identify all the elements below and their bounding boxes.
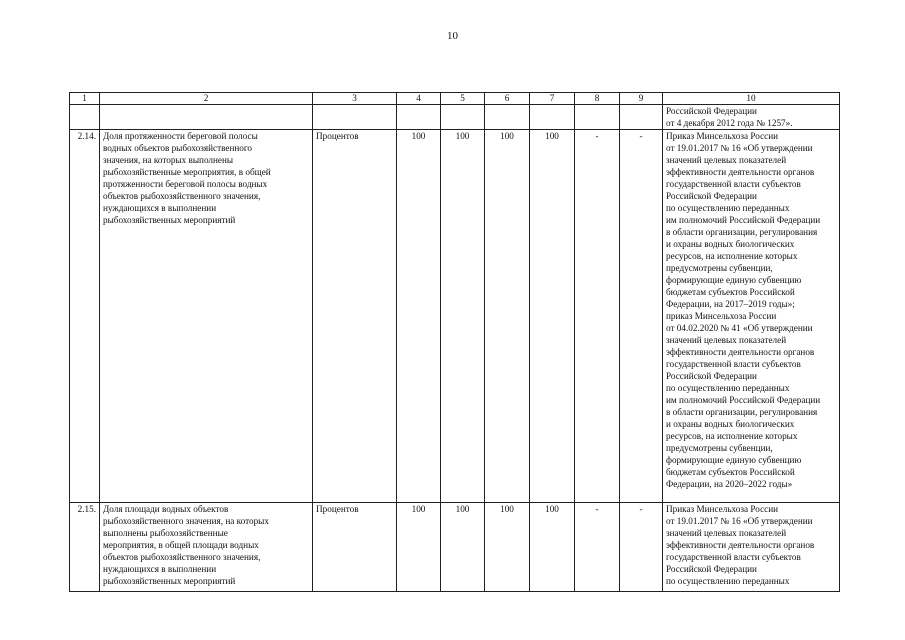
text-line: Федерации, на 2020–2022 годы» — [666, 479, 793, 489]
value-cell: 100 — [530, 503, 575, 592]
header-cell: 5 — [441, 93, 485, 105]
text-line: Российской Федерации — [666, 564, 757, 574]
text-line: в области организации, регулирования — [666, 407, 818, 417]
header-cell: 7 — [530, 93, 575, 105]
text-line: государственной власти субъектов — [666, 359, 801, 369]
header-cell: 6 — [485, 93, 530, 105]
indicators-table — [69, 92, 840, 592]
text-line: объектов рыбохозяйственного значения, — [103, 191, 261, 201]
text-line: им полномочий Российской Федерации — [666, 215, 821, 225]
text-line: от 4 декабря 2012 года № 1257». — [666, 118, 793, 128]
text-line: эффективности деятельности органов — [666, 540, 815, 550]
page-number: 10 — [447, 30, 458, 42]
text-line: рыбохозяйственных мероприятий — [103, 215, 236, 225]
text-line: бюджетам субъектов Российской — [666, 287, 795, 297]
value-cell: - — [620, 130, 663, 503]
text-line: значений целевых показателей — [666, 335, 787, 345]
value-cell: - — [575, 130, 620, 503]
text-line: по осуществлению переданных — [666, 576, 790, 586]
value-cell: 100 — [485, 130, 530, 503]
table-row-continuation — [70, 105, 840, 130]
source-cell — [663, 503, 840, 592]
row-number: 2.14. — [70, 130, 100, 503]
text-line: Приказ Минсельхоза России — [666, 504, 779, 514]
text-line: Приказ Минсельхоза России — [666, 131, 779, 141]
text-line: Российской Федерации — [666, 191, 757, 201]
text-line: рыбохозяйственные мероприятия, в общей — [103, 167, 271, 177]
text-line: Российской Федерации — [666, 106, 757, 116]
text-line: Доля площади водных объектов — [103, 504, 229, 514]
header-cell: 8 — [575, 93, 620, 105]
value-cell: 100 — [441, 503, 485, 592]
indicator-cell — [100, 503, 313, 592]
text-line: эффективности деятельности органов — [666, 167, 815, 177]
text-line: эффективности деятельности органов — [666, 347, 815, 357]
text-line: и охраны водных биологических — [666, 419, 795, 429]
text-line: значений целевых показателей — [666, 155, 787, 165]
text-line: им полномочий Российской Федерации — [666, 395, 821, 405]
text-line: предусмотрены субвенции, — [666, 263, 773, 273]
header-cell: 4 — [397, 93, 441, 105]
value-cell: 100 — [397, 503, 441, 592]
unit-cell: Процентов — [313, 503, 397, 592]
table-row-2-15 — [70, 503, 840, 592]
text-line: нуждающихся в выполнении — [103, 203, 217, 213]
text-line: ресурсов, на исполнение которых — [666, 251, 798, 261]
text-line: предусмотрены субвенции, — [666, 443, 773, 453]
text-line: Федерации, на 2017–2019 годы»; — [666, 299, 795, 309]
text-line: рыбохозяйственных мероприятий — [103, 576, 236, 586]
source-cell — [663, 105, 840, 130]
text-line: в области организации, регулирования — [666, 227, 818, 237]
header-cell: 2 — [100, 93, 313, 105]
value-cell: 100 — [441, 130, 485, 503]
text-line: нуждающихся в выполнении — [103, 564, 217, 574]
text-line: рыбохозяйственного значения, на которых — [103, 516, 269, 526]
table-row-2-14 — [70, 130, 840, 503]
text-line: от 04.02.2020 № 41 «Об утверждении — [666, 323, 813, 333]
indicator-cell — [100, 130, 313, 503]
unit-cell: Процентов — [313, 130, 397, 503]
text-line: и охраны водных биологических — [666, 239, 795, 249]
text-line: формирующие единую субвенцию — [666, 455, 802, 465]
header-row — [70, 93, 840, 105]
header-cell: 3 — [313, 93, 397, 105]
value-cell: - — [575, 503, 620, 592]
text-line: Российской Федерации — [666, 371, 757, 381]
row-number: 2.15. — [70, 503, 100, 592]
value-cell: - — [620, 503, 663, 592]
text-line: значений целевых показателей — [666, 528, 787, 538]
text-line: государственной власти субъектов — [666, 552, 801, 562]
text-line: бюджетам субъектов Российской — [666, 467, 795, 477]
text-line: выполнены рыбохозяйственные — [103, 528, 228, 538]
text-line: государственной власти субъектов — [666, 179, 801, 189]
header-cell: 9 — [620, 93, 663, 105]
source-cell — [663, 130, 840, 503]
text-line: Доля протяженности береговой полосы — [103, 131, 258, 141]
text-line: по осуществлению переданных — [666, 203, 790, 213]
text-line: по осуществлению переданных — [666, 383, 790, 393]
text-line: от 19.01.2017 № 16 «Об утверждении — [666, 143, 813, 153]
text-line: значения, на которых выполнены — [103, 155, 234, 165]
text-line: приказ Минсельхоза России — [666, 311, 777, 321]
value-cell: 100 — [530, 130, 575, 503]
value-cell: 100 — [485, 503, 530, 592]
text-line: объектов рыбохозяйственного значения, — [103, 552, 261, 562]
text-line: ресурсов, на исполнение которых — [666, 431, 798, 441]
value-cell: 100 — [397, 130, 441, 503]
header-cell: 1 — [70, 93, 100, 105]
text-line: водных объектов рыбохозяйственного — [103, 143, 253, 153]
text-line: формирующие единую субвенцию — [666, 275, 802, 285]
text-line: мероприятия, в общей площади водных — [103, 540, 259, 550]
text-line: от 19.01.2017 № 16 «Об утверждении — [666, 516, 813, 526]
header-cell: 10 — [663, 93, 840, 105]
text-line: протяженности береговой полосы водных — [103, 179, 268, 189]
